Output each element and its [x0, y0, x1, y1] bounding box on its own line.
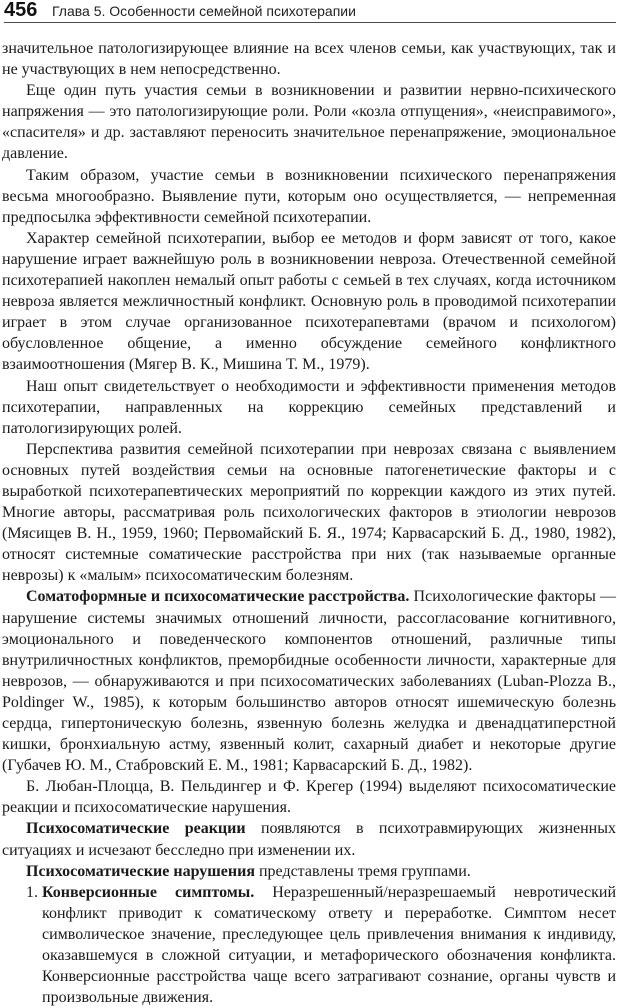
list-item: [2, 882, 616, 1008]
list-body: [42, 882, 616, 1008]
paragraph: Еще один путь участия семьи в возникновении и развитии нервно-психического напряжения — это патологизирующие роли. Роли «козла отпущения», «неисправимого», «спасителя» и др. заставляют переносить значительное перенапряжение, эмоциональное давление.: [2, 82, 616, 163]
term: Психосоматические реакции: [26, 820, 246, 838]
paragraph: значительное патологизирующее влияние на всех членов семьи, как участвующих, так и не участвующих в нем непосредственно.: [2, 40, 616, 79]
body-text: [2, 38, 616, 1008]
section-heading: Соматоформные и психосоматические расстройства.: [26, 588, 410, 606]
paragraph-text: представлены тремя группами.: [254, 862, 471, 880]
paragraph: Б. Любан-Плоцца, В. Пельдингер и Ф. Крегер (1994) выделяют психосоматические реакции и психосоматические нарушения.: [2, 778, 616, 817]
list-text: Неразрешенный/неразрешаемый невротический конфликт приводит к соматическому ответу и переработке. Симптом несет символическое значение, преследующее цель привлечения внимания к индивиду, оказавшемуся в сложной ситуации, и метафорического обозначения конфликта. Конверсионные расстройства чаще всего затрагивают сознание, органы чувств и произвольные движения.: [42, 883, 617, 1007]
paragraph: Таким образом, участие семьи в возникновении психического перенапряжения весьма многообразно. Выявление пути, которым оно осуществляется, — непременная предпосылка эффективности семейной психотерапии.: [2, 166, 616, 226]
paragraph-somatoform: [2, 586, 616, 776]
list-term: Конверсионные симптомы.: [42, 883, 255, 901]
page-number: 456: [4, 0, 38, 21]
paragraph: Перспектива развития семейной психотерапии при неврозах связана с выявлением основных путей воздействия семьи на основные патогенетические факторы и с выработкой психотерапевтических мероприятий по коррекции каждого из этих путей. Многие авторы, рассматривая роль психологических факторов в этиологии неврозов (Мясищев В. Н., 1959, 1960; Первомайский Б. Я., 1974; Карвасарский Б. Д., 1980, 1982), относят системные соматические расстройства при них (так называемые органные неврозы) к «малым» психосоматическим болезням.: [2, 440, 616, 585]
paragraph: Характер семейной психотерапии, выбор ее методов и форм зависят от того, какое нарушение играет важнейшую роль в возникновении невроза. Отечественной семейной психотерапией накоплен немалый опыт работы с семьей в тех случаях, когда источником невроза является межличностный конфликт. Основную роль в проводимой психотерапии играет в этом случае организованное психотерапевтами (врачом и психологом) обусловленное общение, а именно обсуждение семейного конфликтного взаимоотношения (Мягер В. К., Мишина Т. М., 1979).: [2, 229, 616, 374]
running-header: [4, 0, 616, 23]
paragraph: Наш опыт свидетельствует о необходимости и эффективности применения методов психотерапии, направленных на коррекцию семейных представлений и патологизирующих ролей.: [2, 377, 616, 437]
list-number: 1.: [26, 883, 38, 901]
paragraph-text: появляются в психотравмирующих жизненных ситуациях и исчезают бесследно при изменении их.: [2, 820, 616, 859]
chapter-title: Глава 5. Особенности семейной психотерапии: [52, 3, 356, 19]
paragraph-disorders: [2, 861, 616, 882]
paragraph-text: Психологические факторы — нарушение системы значимых отношений личности, рассогласование когнитивного, эмоционального и поведенческого компонентов отношений, различные типы внутриличностных конфликтов, преморбидные особенности личности, характерные для неврозов, — обнаруживаются и при психосоматических заболеваниях (Luban-Plozza B., Poldinger W., 1985), к которым большинство авторов относят ишемическую болезнь сердца, гипертоническую болезнь, язвенную болезнь желудка и двенадцатиперстной кишки, бронхиальную астму, язвенный колит, сахарный диабет и некоторые другие (Губачев Ю. М., Стабровский Е. М., 1981; Карвасарский Б. Д., 1982).: [2, 588, 616, 775]
paragraph-reactions: [2, 818, 616, 860]
term: Психосоматические нарушения: [26, 862, 255, 880]
